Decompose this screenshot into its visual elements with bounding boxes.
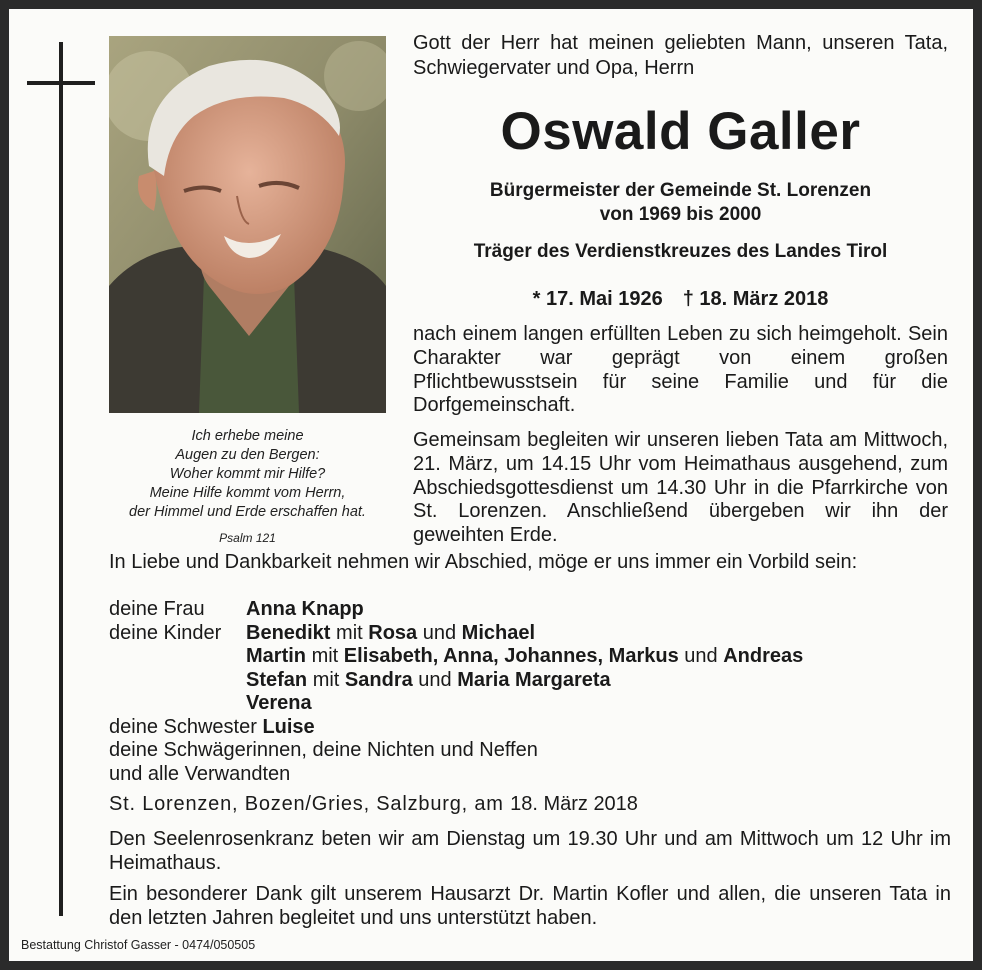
family-list (109, 598, 951, 786)
birth-date: * 17. Mai 1926 (532, 288, 663, 310)
family-name: Luise (262, 715, 315, 738)
psalm-quote (109, 427, 386, 548)
rosary-paragraph: Den Seelenrosenkranz beten wir am Dienstag um 19.30 Uhr und am Mittwoch um 12 Uhr im Heimathaus. (109, 828, 951, 874)
psalm-line: Meine Hilfe kommt vom Herrn, (149, 485, 346, 501)
place-names: St. Lorenzen, Bozen/Gries, Salzburg, am (109, 793, 504, 815)
family-connector: mit (312, 668, 340, 691)
family-row-child (109, 622, 951, 646)
family-name: Rosa (368, 621, 418, 644)
notice-date: 18. März 2018 (510, 793, 638, 815)
psalm-line: Augen zu den Bergen: (175, 447, 320, 463)
family-name: Michael (461, 621, 536, 644)
family-label: deine Schwester (109, 715, 257, 738)
family-name: Martin (246, 645, 306, 667)
family-row-child (109, 669, 951, 693)
family-name: Andreas (723, 645, 804, 667)
portrait-image (109, 36, 386, 413)
role (413, 179, 948, 227)
family-name: Verena (246, 692, 312, 714)
role-line: Bürgermeister der Gemeinde St. Lorenzen (489, 180, 872, 201)
family-name: Maria Margareta (457, 668, 611, 691)
family-connector: mit (336, 621, 363, 644)
psalm-reference: Psalm 121 (219, 531, 276, 545)
family-name: Sandra (344, 668, 413, 691)
thanks-paragraph: Ein besonderer Dank gilt unserem Hausarzt Dr. Martin Kofler und allen, die unseren Tata in den letzten Jahren begleitet und uns unterstützt haben. (109, 883, 951, 929)
family-name: Benedikt (246, 621, 331, 644)
role-years: von 1969 bis 2000 (599, 204, 762, 225)
intro-text: Gott der Herr hat meinen geliebten Mann, unseren Tata, Schwiegervater und Opa, Herrn (413, 32, 948, 79)
farewell-text: In Liebe und Dankbarkeit nehmen wir Abschied, möge er uns immer ein Vorbild sein: (109, 551, 858, 573)
family-name: Anna Knapp (246, 598, 364, 620)
portrait-photo (109, 36, 386, 413)
life-paragraph: nach einem langen erfüllten Leben zu sich heimgeholt. Sein Charakter war geprägt von einem großen Pflichtbewusstsein für seine Familie und für die Dorfgemeinschaft. (413, 323, 948, 417)
deceased-name: Oswald Galler (500, 102, 861, 161)
cross-icon-bar (27, 81, 95, 85)
family-row-relatives (109, 763, 951, 787)
award: Träger des Verdienstkreuzes des Landes Tirol (473, 241, 888, 262)
family-connector: und (684, 645, 718, 667)
psalm-line: Ich erhebe meine (191, 428, 304, 444)
family-text: deine Schwägerinnen, deine Nichten und Neffen (109, 739, 538, 761)
life-dates (413, 286, 948, 312)
family-name: Elisabeth, Anna, Johannes, Markus (343, 645, 679, 667)
family-label: deine Kinder (109, 621, 222, 644)
family-label: deine Frau (109, 598, 205, 620)
family-name: Stefan (246, 668, 308, 691)
funeral-paragraph: Gemeinsam begleiten wir unseren lieben Tata am Mittwoch, 21. März, um 14.15 Uhr vom Heimathaus ausgehend, zum Abschiedsgottesdienst um 14.30 Uhr in die Pfarrkirche von St. Lorenzen. Anschließend übergeben wir ihn der geweihten Erde. (413, 429, 948, 547)
place-date (109, 792, 951, 817)
family-row-inlaws (109, 739, 951, 763)
funeral-home-footer: Bestattung Christof Gasser - 0474/050505 (21, 938, 256, 952)
death-date: † 18. März 2018 (682, 288, 829, 310)
family-row-child (109, 645, 951, 669)
family-connector: mit (311, 645, 339, 667)
family-row-child (109, 692, 951, 716)
psalm-line: der Himmel und Erde erschaffen hat. (129, 504, 366, 520)
family-connector: und (418, 668, 452, 691)
cross-icon (59, 42, 63, 916)
obituary-card (9, 9, 973, 961)
psalm-line: Woher kommt mir Hilfe? (169, 466, 326, 482)
family-row-wife (109, 598, 951, 622)
family-connector: und (422, 621, 457, 644)
family-row-sister (109, 716, 951, 740)
family-text: und alle Verwandten (109, 762, 291, 785)
